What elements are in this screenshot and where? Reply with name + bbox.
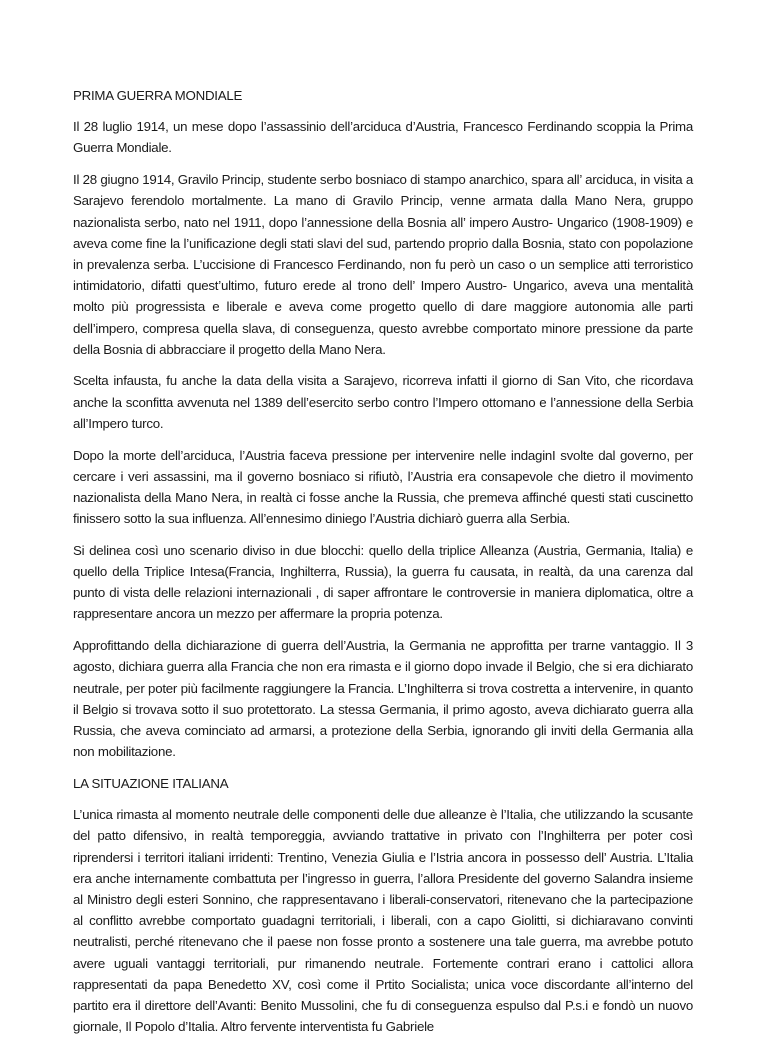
paragraph-austria-pressure: Dopo la morte dell’arciduca, l’Austria faceva pressione per intervenire nelle indaginI svolte dal governo, per cercare i veri assassini, ma il governo bosniaco si rifiutò, l’Austria era consapevole che dietro il movimento nazionalista della Mano Nera, in realtà ci fosse anche la Russia, che premeva affinché questi stati cuscinetto finissero sotto la sua influenza. All’ennesimo diniego l’Austria dichiarò guerra alla Serbia. xyxy=(73,447,693,527)
section-heading-italy: LA SITUAZIONE ITALIANA xyxy=(73,775,229,791)
paragraph-italy: L’unica rimasta al momento neutrale delle componenti delle due alleanze è l’Italia, che utilizzando la scusante del patto difensivo, in realtà temporeggia, avviando trattative in privato con l’Inghilterra per poter così riprendersi i territori italiani irridenti: Trentino, Venezia Giulia e l’Istria ancora in possesso dell’ Austria. L’Italia era anche internamente combattuta per l’ingresso in guerra, l’allora Presidente del governo Salandra insieme al Ministro degli esteri Sonnino, che rappresentavano i liberali-conservatori, ritenevano che la partecipazione al conflitto avrebbe comportato guadagni territoriali, i liberali, con a capo Giolitti, si dichiaravano convinti neutralisti, perché ritenevano che il paese non fosse pronto a sostenere una tale guerra, ma avrebbe potuto avere uguali vantaggi territoriali, pur rimanendo neutrale. Fortemente contrari erano i cattolici allora rappresentati da papa Benedetto XV, così come il Prtito Socialista; unica voce discordante all’interno del partito era il direttore dell’Avanti: Benito Mussolini, che fu di conseguenza espulso dal P.s.i e fondò un nuovo giornale, Il Popolo d’Italia. Altro fervente interventista fu Gabriele xyxy=(73,807,693,1035)
document-page xyxy=(73,85,693,1037)
paragraph-germany: Approfittando della dichiarazione di guerra dell’Austria, la Germania ne approfitta per trarne vantaggio. Il 3 agosto, dichiara guerra alla Francia che non era rimasta e il giorno dopo invade il Belgio, che si era dichiarato neutrale, per poter più facilmente raggiungere la Francia. L’Inghilterra si trova costretta a intervenire, in quanto il Belgio si trovava sotto il suo protettorato. La stessa Germania, il primo agosto, aveva dichiarato guerra alla Russia, che aveva cominciato ad armarsi, a protezione della Serbia, ignorando gli inviti della Germania alla non mobilitazione. xyxy=(73,638,693,760)
paragraph-declaration: Il 28 luglio 1914, un mese dopo l’assassinio dell’arciduca d’Austria, Francesco Ferdinando scoppia la Prima Guerra Mondiale. xyxy=(73,119,693,156)
paragraph-assassination: Il 28 giugno 1914, Gravilo Princip, studente serbo bosniaco di stampo anarchico, spara all’ arciduca, in visita a Sarajevo ferendolo mortalmente. La mano di Gravilo Princip, venne armata dalla Mano Nera, gruppo nazionalista serbo, nato nel 1911, dopo l’annessione della Bosnia all’ impero Austro- Ungarico (1908-1909) e aveva come fine la l’unificazione degli stati slavi del sud, partendo proprio dalla Bosnia, stato con popolazione in prevalenza serba. L’uccisione di Francesco Ferdinando, non fu però un caso o un semplice atti terroristico intimidatorio, difatti quest’ultimo, futuro erede al trono dell’ Impero Austro- Ungarico, aveva una mentalità molto più progressista e liberale e aveva come progetto quello di dare maggiore autonomia alle parti dell’impero, compresa quella slava, di conseguenza, questo avrebbe comportato minore pressione da parte della Bosnia di abbracciare il progetto della Mano Nera. xyxy=(73,172,693,357)
paragraph-san-vito: Scelta infausta, fu anche la data della visita a Sarajevo, ricorreva infatti il giorno di San Vito, che ricordava anche la sconfitta avvenuta nel 1389 dell’esercito serbo contro l’Impero ottomano e l’annessione della Serbia all’Impero turco. xyxy=(73,373,693,431)
document-title: PRIMA GUERRA MONDIALE xyxy=(73,88,243,103)
paragraph-alliances: Si delinea così uno scenario diviso in due blocchi: quello della triplice Alleanza (Austria, Germania, Italia) e quello della Triplice Intesa(Francia, Inghilterra, Russia), la guerra fu causata, in realtà, da una carenza dal punto di vista delle relazioni internazionali , di saper affrontare le controversie in maniera diplomatica, oltre a rappresentare ancora un mezzo per affermare la propria potenza. xyxy=(73,542,693,622)
